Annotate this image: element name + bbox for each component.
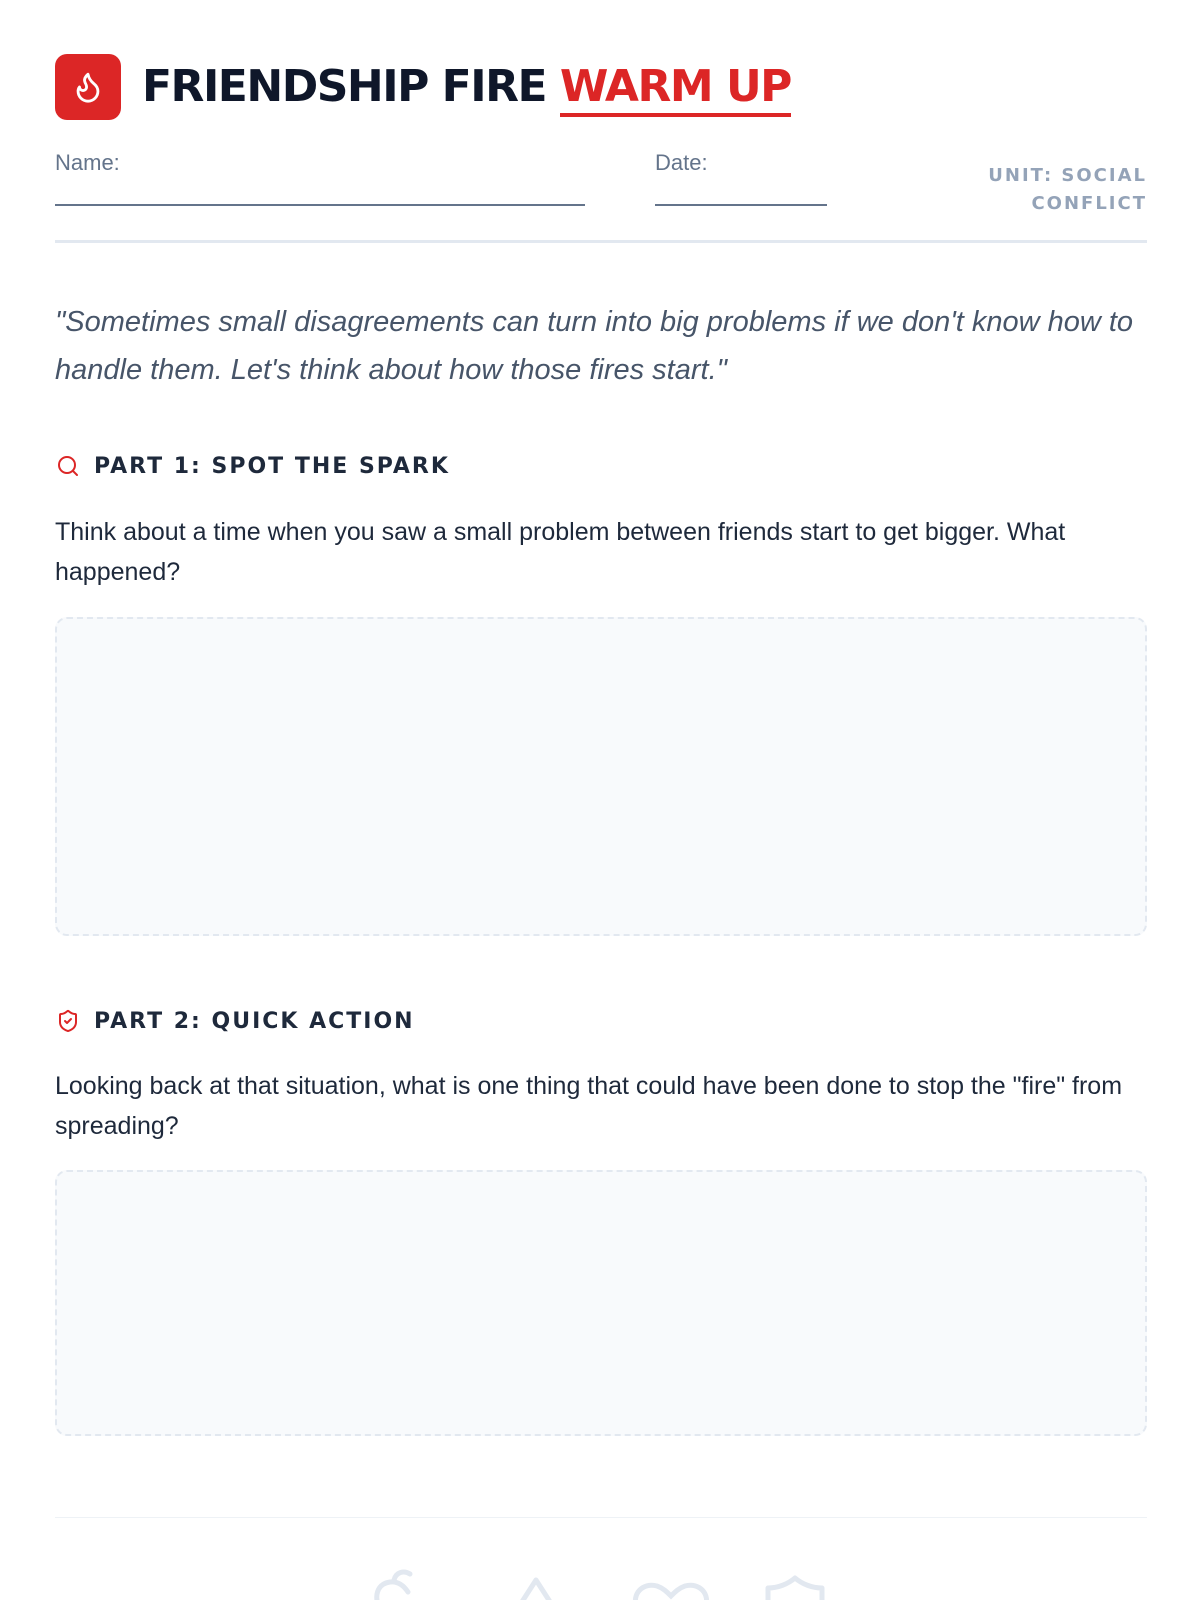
part2-answer-box[interactable] [55,1170,1147,1436]
drop-icon [508,1568,564,1600]
name-label: Name: [55,150,120,175]
part2-title: PART 2: QUICK ACTION [94,1008,415,1034]
title-accent: WARM UP [560,61,791,117]
worksheet-page [55,0,1147,1600]
unit-line-1: UNIT: SOCIAL [988,165,1147,186]
student-info [55,150,1147,240]
header-divider [55,240,1147,243]
heart-icon [629,1568,713,1600]
name-field[interactable] [55,204,585,206]
date-label: Date: [655,150,708,175]
footer-divider [55,1517,1147,1518]
flame-icon [55,54,121,120]
footer-icon-row [55,1568,1147,1600]
part1-heading [55,453,450,479]
part2-prompt: Looking back at that situation, what is one thing that could have been done to stop the "fire" from spreading? [55,1072,1123,1140]
unit-badge [967,162,1147,218]
intro-quote: "Sometimes small disagreements can turn into big problems if we don't know how to handle them. Let's think about how those fires start." [55,306,1134,386]
part2-heading [55,1008,415,1034]
title-main: FRIENDSHIP FIRE [142,61,547,112]
search-icon [55,453,81,479]
worksheet-header [55,54,791,120]
unit-line-2: CONFLICT [1031,193,1147,214]
shield-icon [760,1568,830,1600]
part1-prompt: Think about a time when you saw a small problem between friends start to get bigger. What happened? [55,518,1066,586]
part1-title: PART 1: SPOT THE SPARK [94,453,450,479]
part1-answer-box[interactable] [55,617,1147,936]
date-field[interactable] [655,204,827,206]
shield-check-icon [55,1008,81,1034]
fruit-icon [368,1568,424,1600]
page-title [142,61,791,112]
